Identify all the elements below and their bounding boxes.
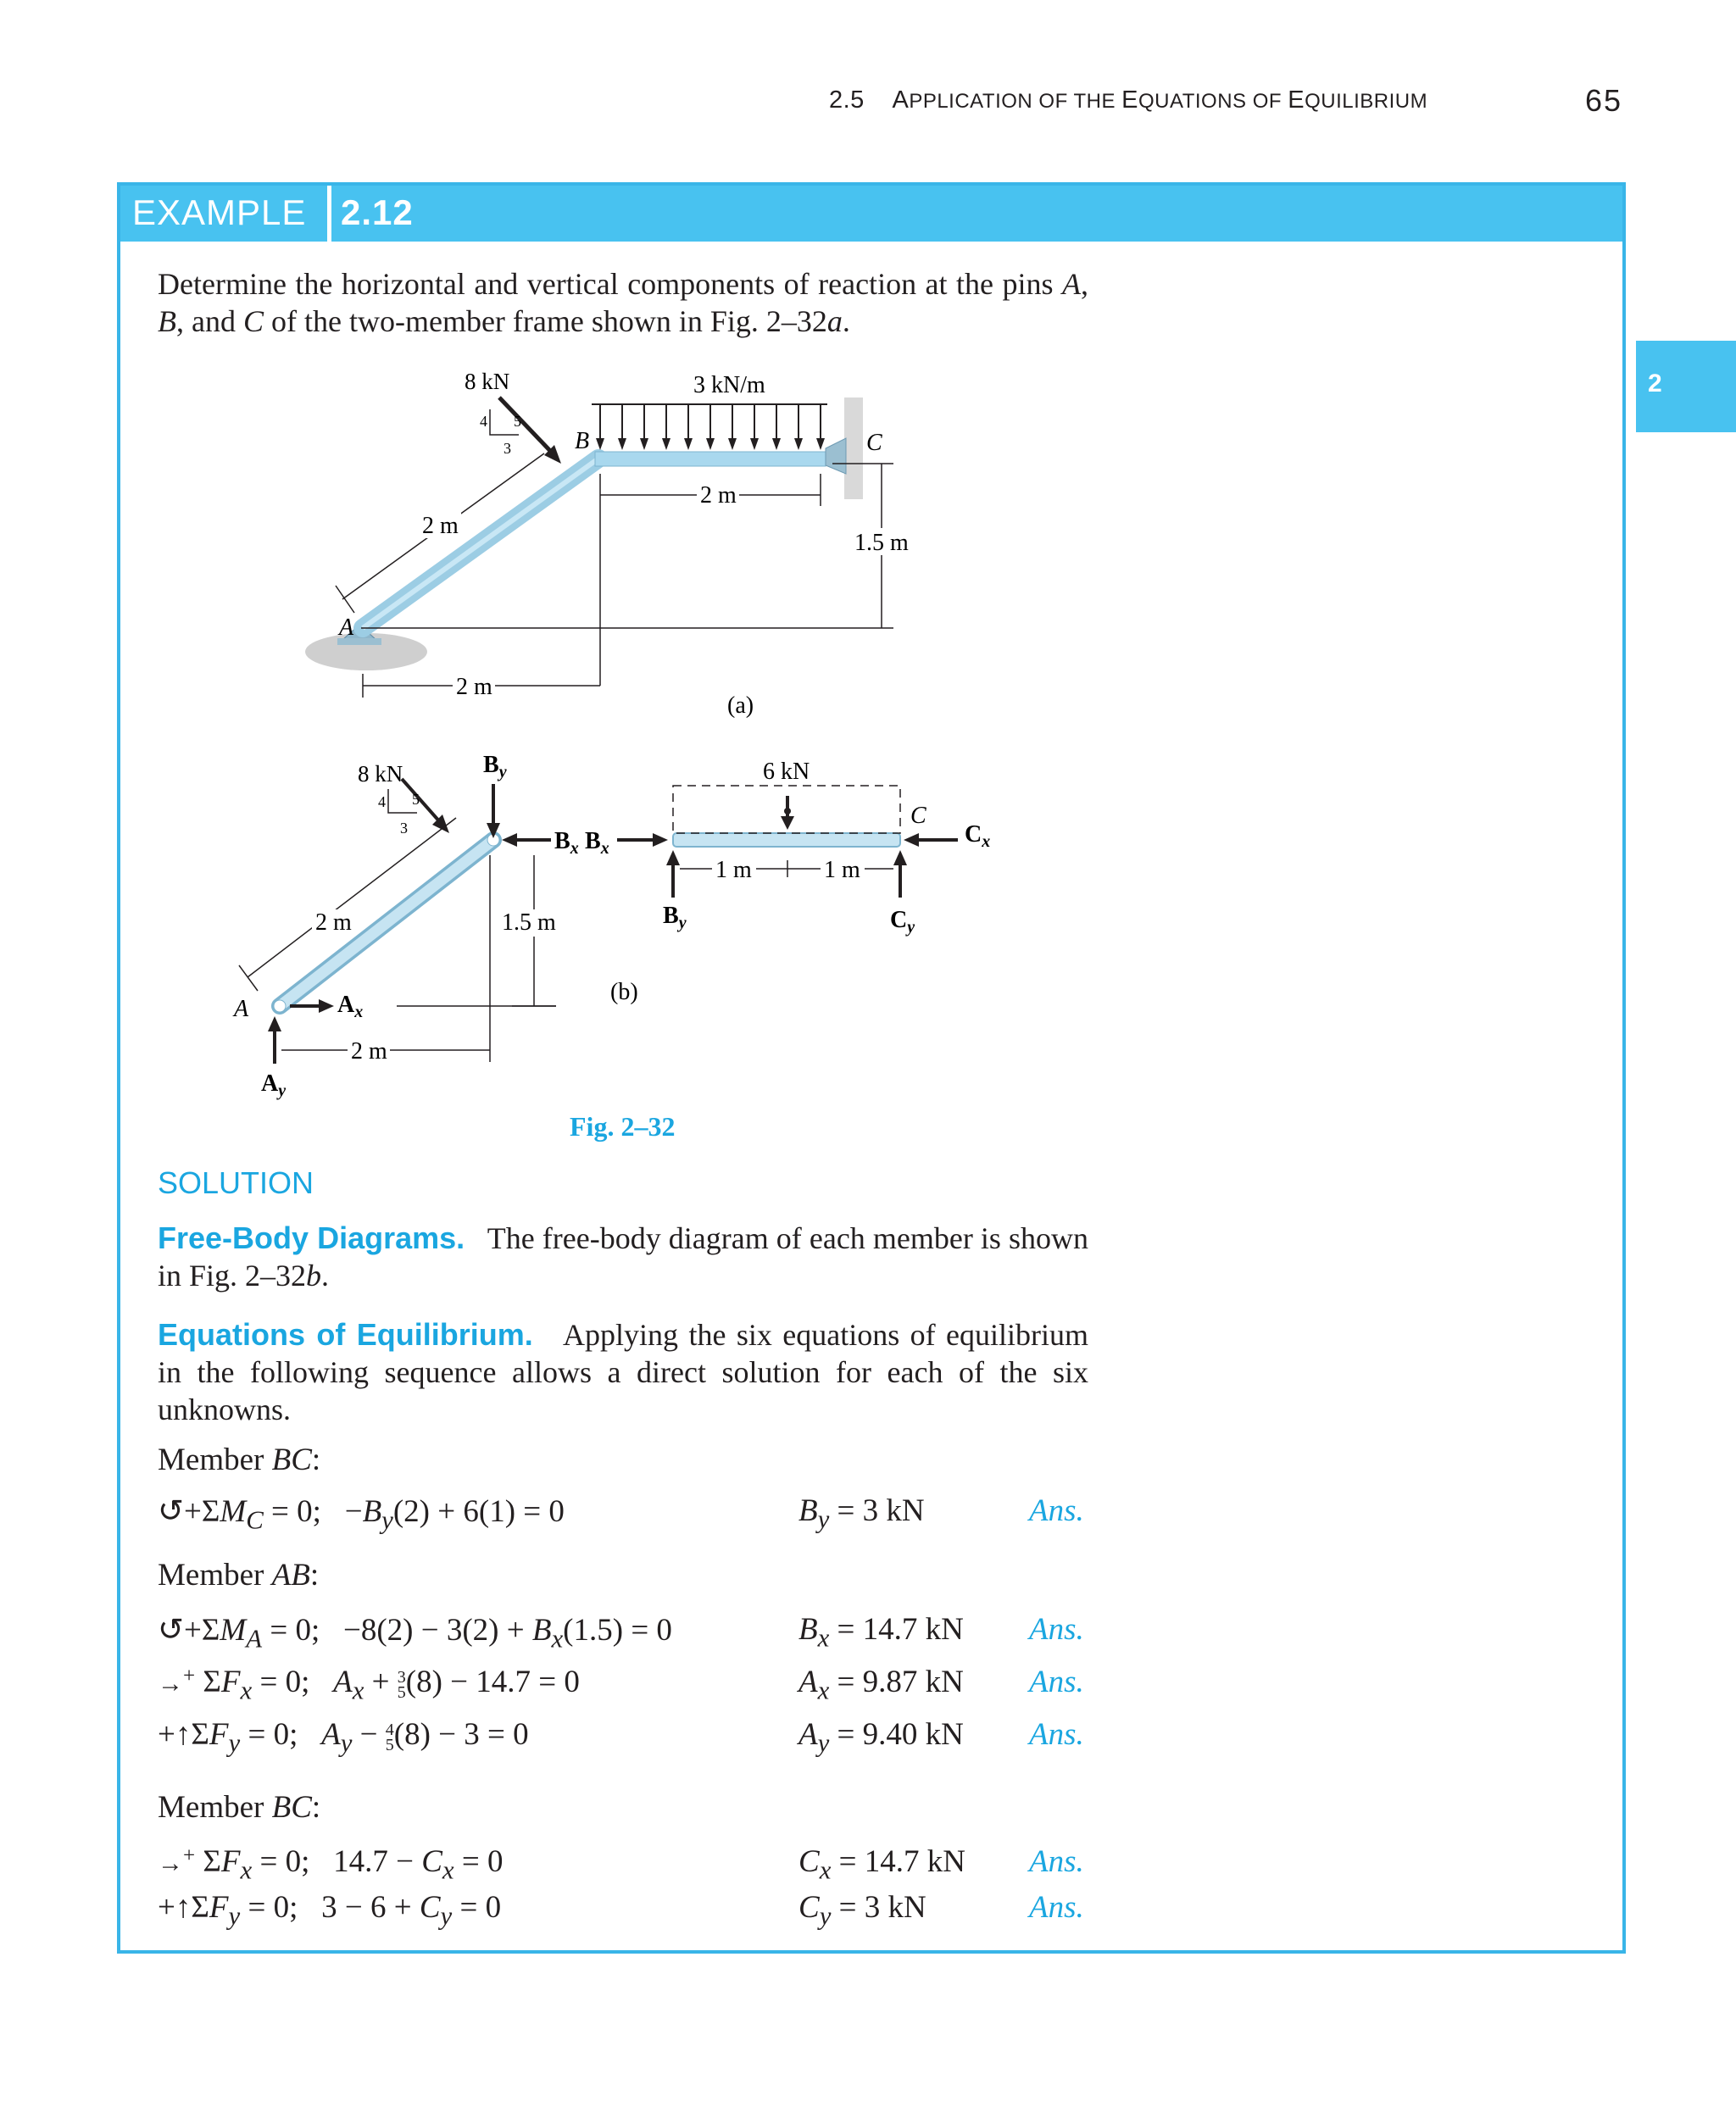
running-head xyxy=(829,86,1427,114)
equation-row-4: $+↑\Sigma F_y = 0$; $A_y$ − 4 5 (8) − 3 = 0 xyxy=(158,1717,529,1758)
caption-b: (b) xyxy=(610,979,638,1005)
result-1: $B_y = 3$ kN xyxy=(798,1493,925,1534)
distributed-arrowhead xyxy=(706,438,715,450)
load-6kn-arrowhead xyxy=(781,816,794,830)
member-heading-3: Member BC: xyxy=(158,1790,321,1825)
by-label: $B_y$ xyxy=(483,752,507,781)
bx-label-ab: $B_x$ xyxy=(554,828,579,858)
cx-label: $C_x$ xyxy=(965,821,991,851)
figure-2-32 xyxy=(120,186,1622,1118)
member-ab-highlight xyxy=(363,459,598,628)
point-load-label: 8 kN xyxy=(465,369,510,394)
result-5: $C_x = 14.7$ kN xyxy=(798,1844,965,1885)
cx-arrowhead xyxy=(904,833,919,847)
member-bc xyxy=(595,452,826,466)
dim-horiz-label: 2 m xyxy=(456,674,492,700)
distributed-arrowhead xyxy=(750,438,759,450)
member-heading-2: Member AB: xyxy=(158,1558,320,1593)
ans-4: Ans. xyxy=(1029,1717,1084,1752)
equilibrium-paragraph: Equations of Equilibrium. Applying the six equations of equilibrium in the following sequence allows a direct solution for each of the six unknowns. xyxy=(158,1317,1089,1426)
ans-5: Ans. xyxy=(1029,1844,1084,1879)
pin-support-c xyxy=(826,438,846,474)
dim-ab-tick xyxy=(336,586,354,613)
equation-row-3: →+ $\Sigma F_x = 0$; $A_x$ + 3 5 (8) − 14.7 = 0 xyxy=(158,1665,580,1705)
ratio-3: 3 xyxy=(504,440,511,457)
fbd-ratio-5: 5 xyxy=(412,791,420,808)
label-a: A xyxy=(339,614,354,641)
dim-ab-label: 2 m xyxy=(422,513,459,539)
distributed-arrowhead xyxy=(684,438,693,450)
label-c: C xyxy=(866,430,882,456)
ay-label: $A_y$ xyxy=(261,1070,287,1100)
ax-label: $A_x$ xyxy=(337,992,364,1021)
pin-a xyxy=(274,1000,286,1012)
fbd-ratio-3: 3 xyxy=(400,820,408,837)
result-4: $A_y = 9.40$ kN xyxy=(798,1717,964,1758)
cy-arrowhead xyxy=(893,850,907,865)
by-up-arrowhead xyxy=(666,850,680,865)
figure-b xyxy=(232,752,990,1100)
fbd-dim-vert-label: 1.5 m xyxy=(502,909,556,936)
distributed-arrowhead xyxy=(794,438,803,450)
caption-a: (a) xyxy=(727,692,754,719)
example-label: EXAMPLE xyxy=(132,192,307,232)
ratio-4: 4 xyxy=(480,413,487,430)
label-b: B xyxy=(575,428,590,454)
fbd-ratio-4: 4 xyxy=(378,793,386,810)
ans-3: Ans. xyxy=(1029,1665,1084,1699)
problem-statement: Determine the horizontal and vertical components of reaction at the pins A, B, and C of the two-member frame shown in Fig. 2–32a. xyxy=(158,267,1088,338)
distributed-arrowhead xyxy=(640,438,648,450)
distributed-arrowhead xyxy=(728,438,737,450)
distributed-arrowhead xyxy=(618,438,626,450)
fbd-dim-ab-tick xyxy=(239,965,258,991)
fbd-member-ab-fill xyxy=(280,840,493,1006)
distributed-arrowhead xyxy=(596,438,604,450)
example-number: 2.12 xyxy=(341,192,414,232)
section-title: APPLICATION OF THE EQUATIONS OF EQUILIBRIUM xyxy=(892,86,1428,114)
fbd-label-c: C xyxy=(910,803,926,829)
page-number: 65 xyxy=(1585,83,1623,118)
ay-arrowhead xyxy=(268,1016,281,1031)
dim-1m-label-2: 1 m xyxy=(824,857,860,883)
fbd-label-a: A xyxy=(234,996,249,1022)
by-bottom-label: $B_y$ xyxy=(663,903,687,932)
example-box xyxy=(117,182,1626,1954)
solution-heading: SOLUTION xyxy=(158,1165,314,1200)
cy-label: $C_y$ xyxy=(890,907,915,937)
bx-arrowhead-bc xyxy=(653,833,668,847)
figure-a xyxy=(305,369,917,719)
dim-1m-label-1: 1 m xyxy=(715,857,752,883)
fbd-dim-horiz-label: 2 m xyxy=(351,1038,387,1065)
load-6kn-dot xyxy=(784,808,791,814)
bx-label-bc: $B_x$ xyxy=(585,828,609,858)
distributed-arrowhead xyxy=(662,438,670,450)
ans-1: Ans. xyxy=(1029,1493,1084,1528)
result-2: $B_x = 14.7$ kN xyxy=(798,1612,964,1653)
load-6kn-label: 6 kN xyxy=(763,759,810,785)
fbd-load-arrow xyxy=(402,779,441,823)
fbd-dim-ab-label: 2 m xyxy=(315,909,352,936)
equation-row-2: $↺+\Sigma M_A = 0$; $-8(2) - 3(2) + B_x(1.5) = 0$ xyxy=(158,1613,672,1654)
chapter-tab: 2 xyxy=(1636,341,1736,432)
equation-row-1: $↺+\Sigma M_C = 0$; $-B_y(2) + 6(1) = 0$ xyxy=(158,1494,565,1535)
dim-vert-label: 1.5 m xyxy=(854,530,909,556)
distributed-arrowhead xyxy=(772,438,781,450)
member-heading-1: Member BC: xyxy=(158,1443,321,1477)
equation-row-6: $+↑\Sigma F_y = 0$; $3 - 6 + C_y = 0$ xyxy=(158,1890,502,1931)
fbd-load-label: 8 kN xyxy=(358,761,403,787)
ans-6: Ans. xyxy=(1029,1890,1084,1925)
dim-bc-label: 2 m xyxy=(700,482,737,509)
ax-arrowhead xyxy=(319,999,334,1013)
bx-arrowhead-ab xyxy=(502,833,517,847)
figure-caption: Fig. 2–32 xyxy=(570,1111,676,1142)
fbd-paragraph: Free-Body Diagrams. The free-body diagram of each member is shown in Fig. 2–32b. xyxy=(158,1220,1088,1293)
wall-c xyxy=(844,397,863,499)
ratio-5: 5 xyxy=(514,413,521,430)
section-number: 2.5 xyxy=(829,86,865,114)
result-6: $C_y = 3$ kN xyxy=(798,1890,926,1931)
fbd-member-bc xyxy=(673,833,900,847)
equation-row-5: →+ $\Sigma F_x = 0$; $14.7 - C_x = 0$ xyxy=(158,1844,504,1885)
distributed-load-label: 3 kN/m xyxy=(693,372,765,398)
distributed-arrows xyxy=(596,404,825,450)
distributed-arrowhead xyxy=(816,438,825,450)
ans-2: Ans. xyxy=(1029,1612,1084,1647)
result-3: $A_x = 9.87$ kN xyxy=(798,1665,964,1705)
